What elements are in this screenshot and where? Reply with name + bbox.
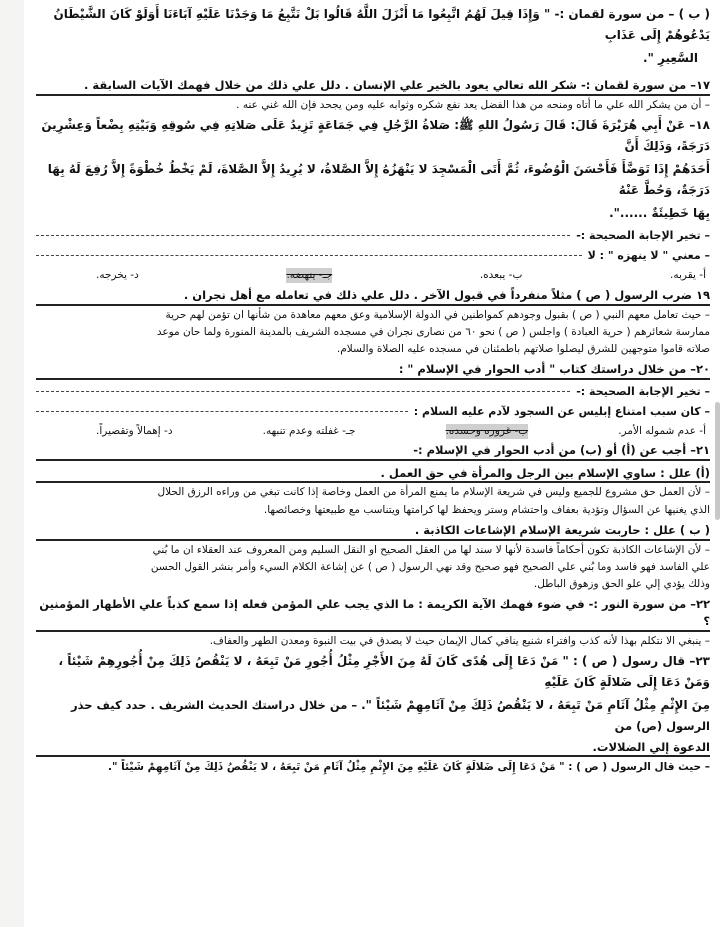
q18-line-2: أَحَدَهُمْ إِذَا تَوَضَّأَ فَأَحْسَنَ الْوُضُوءَ، ثُمَّ أَتَى الْمَسْجِدَ لا يَنْهَزُهُ إِلاَّ الصَّلاةُ، لا يُرِيدُ إِلاَّ الصَّلاةَ، لَمْ يَخْطُ خُطْوَةً إِلاَّ رُفِعَ لَهُ بِهَا دَرَجَةٌ، وَحُطَّ عَنْهُ: [47, 161, 710, 197]
q18-choice-c: جـ- ينهضه.: [286, 268, 332, 283]
q18-choice-a: أ- يقربه.: [670, 268, 706, 281]
q23-question: – من خلال دراستك الحديث الشريف . حدد كيف حذر الرسول (ص) من: [71, 697, 710, 733]
q18-choose-label: – تخير الإجابة الصحيحة :-: [576, 228, 710, 242]
q17-answer: – أن من يشكر الله علي ما أتاه ومنحه من هذا الفضل يعد نفع شكره وثوابه عليه ومن يجحد فإن الله غني عنه .: [236, 98, 710, 111]
q19-answer-3: صلاته قاموا متوجهين للشرق ليصلوا صلاتهم باطمئنان في مسجده عليه الصلاة والسلام.: [336, 343, 710, 356]
q23-answer: – حيث قال الرسول ( ص ) : " مَنْ دَعَا إِلَى ضَلالَةٍ كَانَ عَلَيْهِ مِنَ الإِثْمِ مِثْلُ آثَامِ مَنْ تَبِعَهُ ، لا يَنْقُصُ ذَلِكَ مِنْ آثَامِهِمْ شَيْئاً ".: [108, 761, 710, 774]
q19-answer-2: ممارسة شعائرهم ( حرية العبادة ) واجلس ( ص ) نحو ٦٠ من نصارى نجران في مسجده الشريف بالمدينة المنورة ولما حان موعد: [156, 325, 710, 338]
q17-title: ١٧– من سورة لقمان :- شكر الله تعالي يعود بالخير علي الإنسان . دلل علي ذلك من خلال فهمك الآيات السابقة .: [36, 77, 710, 96]
q20-question-row: [36, 404, 710, 420]
q18-line-3: بِهَا خَطِيئَةٌ ......".: [609, 205, 710, 220]
q18-question-row: [36, 248, 710, 264]
q20-choice-d: د- إهمالاً وتقصيراً.: [96, 424, 173, 437]
q20-choose-heading: [36, 384, 710, 400]
q16b-verse-1: " وَإِذَا قِيلَ لَهُمُ اتَّبِعُوا مَا أَنْزَلَ اللَّهُ قَالُوا بَلْ نَتَّبِعُ مَا وَجَدْنَا عَلَيْهِ آبَاءَنَا أَوَلَوْ كَانَ الشَّيْطَانُ يَدْعُوهُمْ إِلَى عَذَابِ: [53, 7, 710, 42]
worksheet-page: [24, 0, 720, 927]
q18-choose-heading: [36, 228, 710, 244]
q18-choice-b: ب- يبعده.: [479, 268, 523, 281]
q20-choose-label: – تخير الإجابة الصحيحة :-: [576, 384, 710, 398]
q21-b-answer-2: علي الفاسد فهو فاسد وما بُني علي الصحيح فهو صحيح وقد نهي الرسول ( ص ) عن إشاعة الكلام السيء وأمر بنشر القول الحسن: [150, 560, 710, 573]
q22-title: ٢٢– من سورة النور :- في ضوء فهمك الآية الكريمة : ما الذي يجب علي المؤمن فعله إذا سمع كذباً علي الأطهار المؤمنين ؟: [36, 596, 710, 631]
q23-line-3: الدعوة إلي الضلالات.: [36, 739, 710, 758]
q18-line-1: ١٨– عَنْ أَبِي هُرَيْرَةَ قَالَ: قَالَ رَسُولُ اللهِ ﷺ: صَلاةُ الرَّجُلِ فِي جَمَاعَةٍ تَزِيدُ عَلَى صَلاتِهِ فِي سُوقِهِ وَبَيْتِهِ بِضْعاً وَعِشْرِينَ دَرَجَةً، وَذَلِكَ أَنَّ: [41, 117, 710, 153]
q21-b-answer-3: وذلك يؤدي إلي علو الحق وزهوق الباطل.: [533, 577, 710, 590]
q23-hadith-end: مِنَ الإِثْمِ مِثْلُ آثَامِ مَنْ تَبِعَهُ ، لا يَنْقُصُ ذَلِكَ مِنْ آثَامِهِمْ شَيْئاً ".: [361, 697, 710, 712]
q20-choice-a: أ- عدم شموله الأمر.: [618, 424, 706, 437]
q19-answer-1: – حيث تعامل معهم النبي ( ص ) بقبول وجودهم كمواطنين في الدولة الإسلامية وعق معهم معاهدة من شأنها ان تؤمن لهم حرية: [165, 308, 710, 321]
q23-line-2: [36, 695, 710, 737]
q21-b-title: ( ب ) علل : حاربت شريعة الإسلام الإشاعات الكاذبة .: [36, 522, 710, 541]
q23-line-1: ٢٣– قال رسول ( ص ) : " مَنْ دَعَا إِلَى هُدًى كَانَ لَهُ مِنَ الأَجْرِ مِثْلُ أُجُورِ مَنْ تَبِعَهُ ، لا يَنْقُصُ ذَلِكَ مِنْ أُجُورِهِمْ شَيْئاً ، وَمَنْ دَعَا إِلَى ضَلالَةٍ كَانَ عَلَيْهِ: [58, 653, 710, 689]
q20-choice-c: جـ- غفلته وعدم تنبهه.: [262, 424, 356, 437]
q20-title: ٢٠– من خلال دراستك كتاب " أدب الحوار في الإسلام " :: [36, 361, 710, 380]
q19-title: ١٩ ضرب الرسول ( ص ) مثلاً منفرداً في قبول الآخر . دلل علي ذلك في تعامله مع أهل نجران .: [36, 287, 710, 306]
q21-a-title: (أ) علل : ساوي الإسلام بين الرجل والمرأة في حق العمل .: [36, 465, 710, 484]
q20-choices: [36, 424, 710, 439]
q22-answer: – ينبغي الا نتكلم بهذا لأنه كذب وافتراء شنيع ينافي كمال الإيمان حيث لا يصدق في بيت النبوة ومعدن الطهر والعفاف.: [209, 634, 710, 647]
q21-a-answer-1: – لأن العمل حق مشروع للجميع وليس في شريعة الإسلام ما يمنع المرأة من العمل وخاصة إذا كانت تبغي من وراءه الرزق الحلال: [157, 486, 710, 499]
q20-question: – كان سبب امتناع إبليس عن السجود لآدم عليه السلام :: [413, 404, 710, 418]
q16b-line-1: [36, 4, 710, 46]
q21-title: ٢١– أجب عن (أ) أو (ب) من أدب الحوار في الإسلام :-: [36, 442, 710, 461]
q18-question: – معني " لا ينهزه " : لا: [587, 248, 710, 262]
q21-a-answer-2: الذي يغنيها عن السؤال وتؤدية بعفاف واحتشام وستر ويحفظ لها كرامتها ويتناسب مع طبيعتها وخصائصها.: [263, 503, 710, 516]
q20-choice-b: ب- غروره وحسده.: [446, 424, 529, 439]
q16b-lead: ( ب ) – من سورة لقمان :-: [550, 7, 710, 21]
q18-choice-d: د- يخرجه.: [96, 268, 139, 281]
q21-b-answer-1: – لأن الإشاعات الكاذبة تكون أحكاماً فاسدة لأنها لا سند لها من العقل الصحيح او النقل السليم ومن المعروف عند العقلاء ان ما بُني: [152, 543, 710, 556]
q16b-verse-2: السَّعِيرِ ".: [643, 51, 698, 65]
q18-choices: [36, 268, 710, 283]
scrollbar-thumb[interactable]: [715, 402, 720, 520]
